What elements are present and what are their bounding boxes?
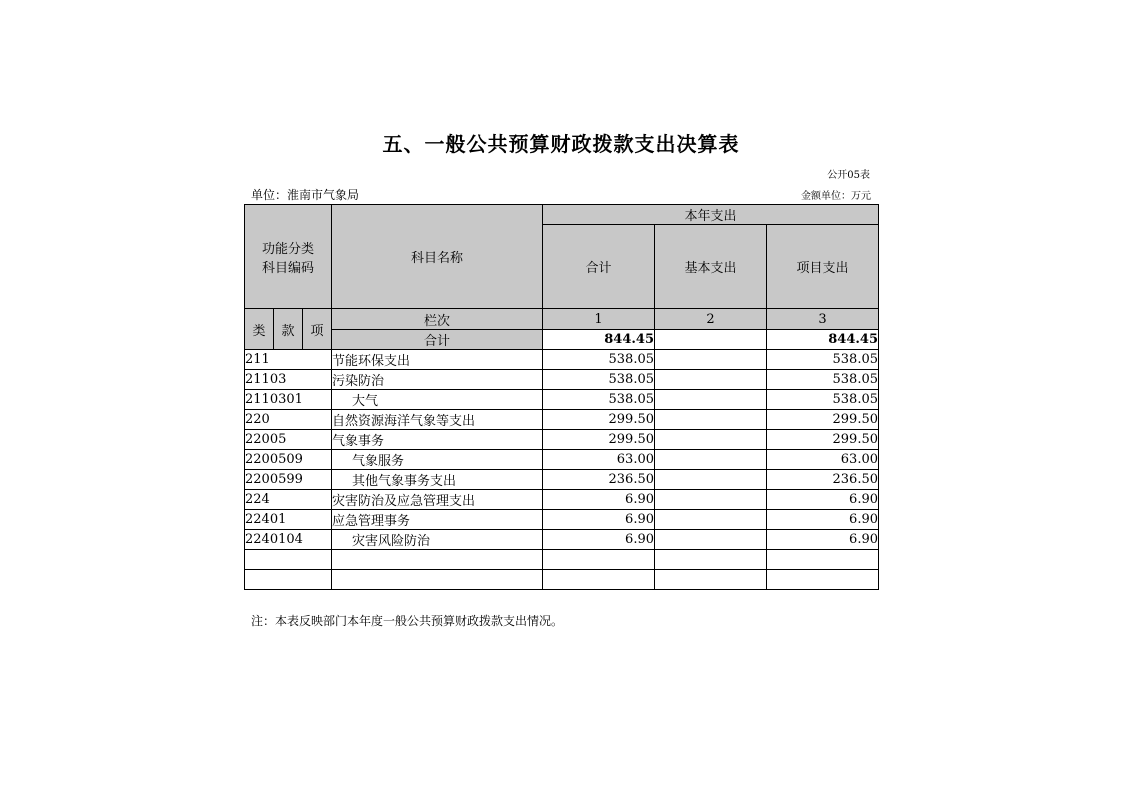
row-code: 224 [245, 490, 332, 510]
row-code: 2200509 [245, 450, 332, 470]
total-row-label: 合计 [332, 330, 543, 350]
reporting-unit: 单位：淮南市气象局 [251, 188, 360, 202]
func-code-header-line2: 科目编码 [261, 260, 314, 276]
row-basic [655, 430, 767, 450]
row-total: 299.50 [543, 430, 655, 450]
row-name: 灾害防治及应急管理支出 [332, 490, 543, 510]
row-basic [655, 490, 767, 510]
row-name: 自然资源海洋气象等支出 [332, 410, 543, 430]
table-row [245, 450, 879, 470]
row-project: 299.50 [767, 410, 879, 430]
table-row [245, 510, 879, 530]
row-total: 63.00 [543, 450, 655, 470]
total-row-total: 844.45 [543, 330, 655, 350]
row-basic [655, 350, 767, 370]
row-total: 538.05 [543, 390, 655, 410]
lei-header: 类 [245, 309, 274, 350]
row-basic [655, 450, 767, 470]
row-code: 22401 [245, 510, 332, 530]
project-header: 项目支出 [767, 225, 879, 309]
row-project: 538.05 [767, 370, 879, 390]
column-no-1: 1 [543, 309, 655, 330]
row-name: 污染防治 [332, 370, 543, 390]
row-name: 应急管理事务 [332, 510, 543, 530]
row-project: 6.90 [767, 490, 879, 510]
row-name: 大气 [332, 390, 543, 410]
row-project: 63.00 [767, 450, 879, 470]
row-project: 538.05 [767, 350, 879, 370]
row-code: 2110301 [245, 390, 332, 410]
row-project: 299.50 [767, 430, 879, 450]
empty-cell [655, 570, 767, 590]
table-row [245, 490, 879, 510]
row-code: 21103 [245, 370, 332, 390]
row-code: 22005 [245, 430, 332, 450]
empty-cell [543, 550, 655, 570]
row-total: 538.05 [543, 370, 655, 390]
kuan-header: 款 [274, 309, 303, 350]
empty-row [245, 570, 879, 590]
table-row [245, 470, 879, 490]
row-name: 气象服务 [332, 450, 543, 470]
page-title: 五、一般公共预算财政拨款支出决算表 [382, 132, 740, 156]
row-name: 其他气象事务支出 [332, 470, 543, 490]
total-row-project: 844.45 [767, 330, 879, 350]
table-row [245, 370, 879, 390]
empty-cell [655, 550, 767, 570]
basic-header: 基本支出 [655, 225, 767, 309]
row-basic [655, 410, 767, 430]
row-project: 236.50 [767, 470, 879, 490]
budget-table [244, 204, 879, 590]
table-row [245, 530, 879, 550]
row-basic [655, 470, 767, 490]
row-code: 2240104 [245, 530, 332, 550]
row-project: 538.05 [767, 390, 879, 410]
empty-cell [543, 570, 655, 590]
row-total: 236.50 [543, 470, 655, 490]
total-header: 合计 [543, 225, 655, 309]
empty-cell [332, 550, 543, 570]
empty-cell [245, 550, 332, 570]
row-total: 299.50 [543, 410, 655, 430]
row-name: 节能环保支出 [332, 350, 543, 370]
footnote: 注：本表反映部门本年度一般公共预算财政拨款支出情况。 [251, 614, 564, 628]
row-total: 6.90 [543, 490, 655, 510]
row-basic [655, 390, 767, 410]
empty-row [245, 550, 879, 570]
row-basic [655, 510, 767, 530]
func-code-header [245, 205, 332, 309]
row-name: 灾害风险防治 [332, 530, 543, 550]
empty-cell [332, 570, 543, 590]
subject-name-header: 科目名称 [332, 205, 543, 309]
row-basic [655, 530, 767, 550]
table-row [245, 430, 879, 450]
row-basic [655, 370, 767, 390]
column-no-2: 2 [655, 309, 767, 330]
row-project: 6.90 [767, 510, 879, 530]
current-year-header: 本年支出 [543, 205, 879, 225]
row-total: 6.90 [543, 530, 655, 550]
amount-unit: 金额单位：万元 [801, 191, 871, 202]
row-name: 气象事务 [332, 430, 543, 450]
func-code-header-line1: 功能分类 [261, 241, 314, 257]
row-project: 6.90 [767, 530, 879, 550]
xiang-header: 项 [303, 309, 332, 350]
empty-cell [767, 550, 879, 570]
empty-cell [767, 570, 879, 590]
table-row [245, 390, 879, 410]
empty-cell [245, 570, 332, 590]
row-code: 2200599 [245, 470, 332, 490]
form-number: 公开05表 [827, 170, 870, 181]
row-code: 220 [245, 410, 332, 430]
total-row-basic [655, 330, 767, 350]
table-row [245, 410, 879, 430]
column-no-3: 3 [767, 309, 879, 330]
row-code: 211 [245, 350, 332, 370]
row-total: 6.90 [543, 510, 655, 530]
row-total: 538.05 [543, 350, 655, 370]
column-no-label: 栏次 [332, 309, 543, 330]
table-row [245, 350, 879, 370]
